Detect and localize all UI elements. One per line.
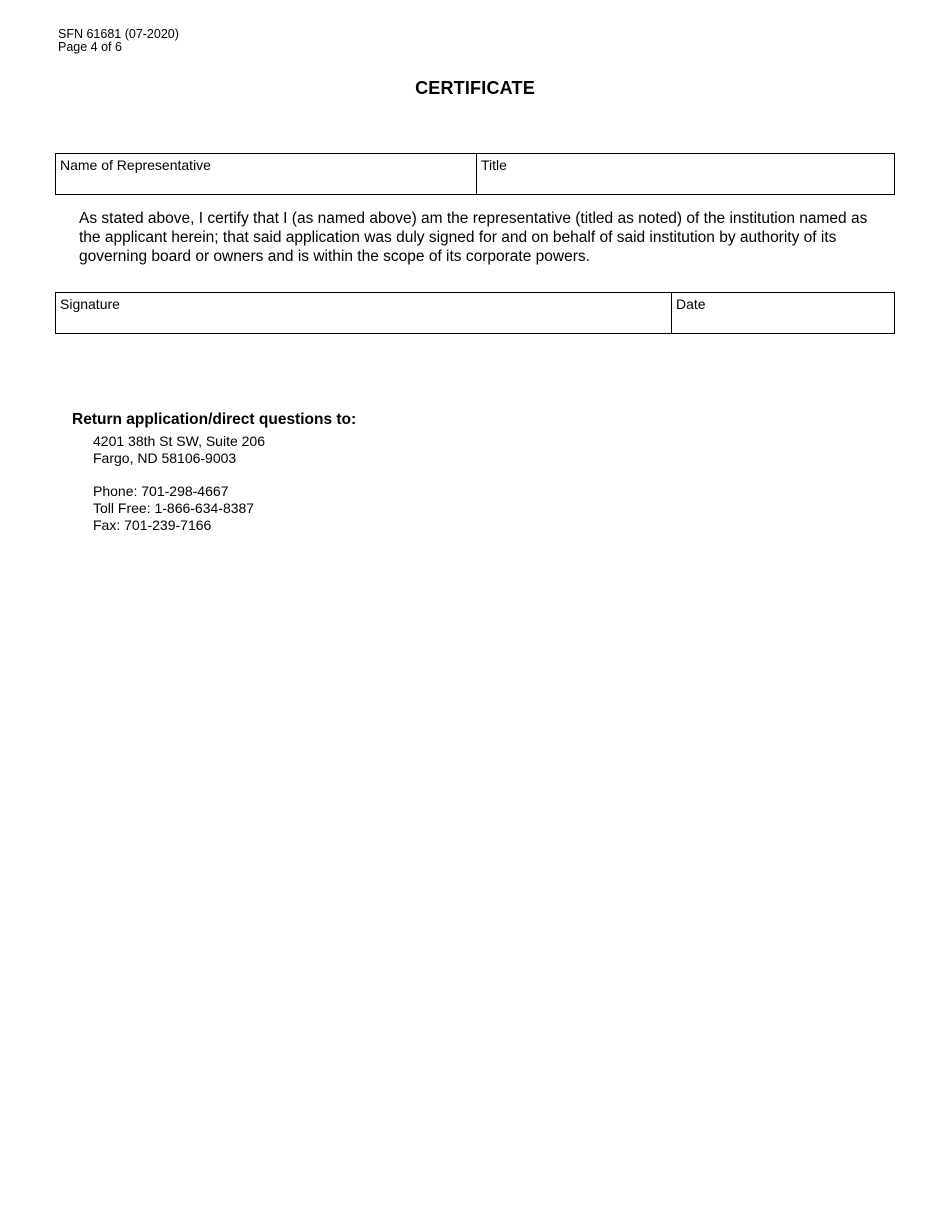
- signature-row: [55, 292, 895, 334]
- form-number: SFN 61681 (07-2020): [58, 27, 179, 41]
- date-field[interactable]: [671, 293, 894, 333]
- signature-label: Signature: [60, 296, 120, 312]
- return-address-block: [93, 433, 265, 534]
- date-input[interactable]: [676, 313, 890, 331]
- toll-free-number: Toll Free: 1-866-634-8387: [93, 500, 255, 517]
- phone-number: Phone: 701-298-4667: [93, 483, 229, 500]
- representative-name-field[interactable]: [56, 154, 476, 194]
- representative-name-label: Name of Representative: [60, 157, 211, 173]
- date-label: Date: [676, 296, 706, 312]
- return-heading: Return application/direct questions to:: [72, 411, 357, 428]
- signature-input[interactable]: [60, 313, 667, 331]
- certification-statement: As stated above, I certify that I (as named above) am the representative (titled as noted) of the institution named as the applicant herein; that said application was duly signed for and on behalf of said institution by authority of its governing board or owners and is within the scope of its corporate powers.: [79, 210, 868, 265]
- address-line-1: 4201 38th St SW, Suite 206: [93, 433, 266, 449]
- representative-name-input[interactable]: [60, 174, 472, 192]
- representative-title-field[interactable]: [476, 154, 894, 194]
- form-identifier: [58, 28, 179, 54]
- representative-title-input[interactable]: [481, 174, 890, 192]
- representative-row: [55, 153, 895, 195]
- signature-field[interactable]: [56, 293, 671, 333]
- fax-number: Fax: 701-239-7166: [93, 516, 212, 533]
- page-title: CERTIFICATE: [415, 78, 535, 98]
- address-line-2: Fargo, ND 58106-9003: [93, 449, 237, 466]
- representative-title-label: Title: [481, 157, 507, 173]
- page-number: Page 4 of 6: [58, 40, 122, 54]
- address-spacer: [93, 466, 265, 483]
